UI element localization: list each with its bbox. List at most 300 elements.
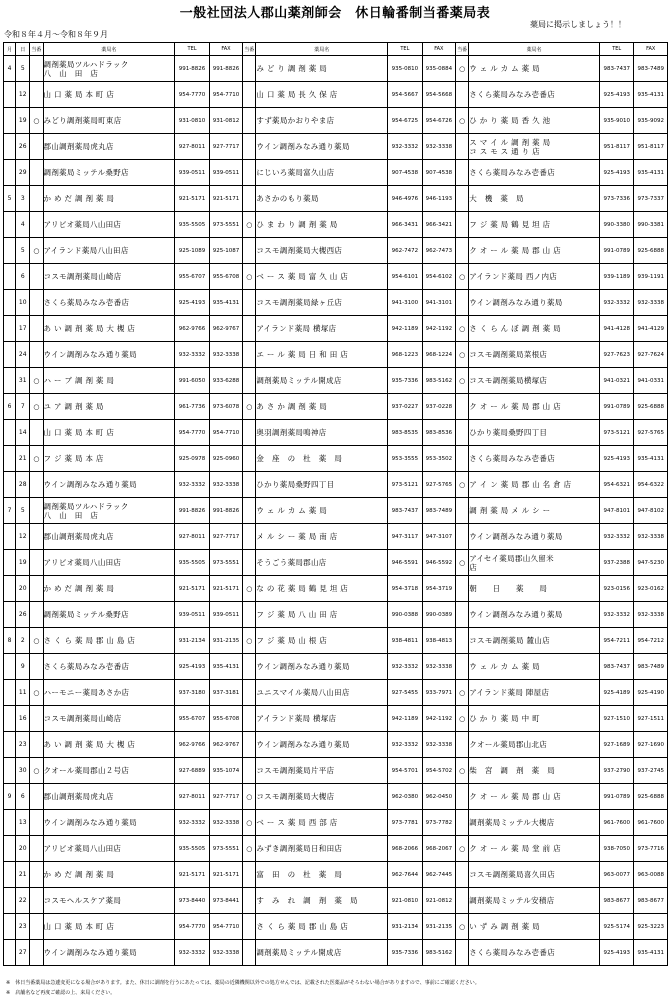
day-cell: 24 <box>16 342 30 368</box>
duty-mark-cell <box>456 394 469 420</box>
pharmacy-header: 薬局名 <box>256 43 388 56</box>
pharmacy-name-cell <box>43 368 175 394</box>
pharmacy-name-cell <box>43 680 175 706</box>
tel-cell: 961-7736 <box>175 394 209 420</box>
pharmacy-name: クオール薬局郡山２号店 <box>43 766 130 775</box>
pharmacy-name-cell <box>43 810 175 836</box>
duty-mark-cell <box>243 82 256 108</box>
table-row <box>4 446 668 472</box>
day-cell: 3 <box>16 186 30 212</box>
day-cell: 19 <box>16 550 30 576</box>
duty-mark-cell <box>456 290 469 316</box>
pharmacy-name-cell <box>43 524 175 550</box>
fax-cell: 937-0228 <box>422 394 455 420</box>
fax-cell: 954-7710 <box>209 82 242 108</box>
tel-header: TEL <box>388 43 422 56</box>
month-cell <box>4 160 16 186</box>
pharmacy-name-cell <box>256 186 388 212</box>
duty-mark-cell <box>243 472 256 498</box>
duty-mark-cell <box>456 498 469 524</box>
tel-cell: 927-8011 <box>175 784 209 810</box>
day-cell: 9 <box>16 654 30 680</box>
pharmacy-name: 柴 宮 調 剤 薬 局 <box>469 766 556 775</box>
fax-cell: 966-3421 <box>422 212 455 238</box>
duty-mark-cell <box>456 446 469 472</box>
duty-mark-cell: ○ <box>30 108 43 134</box>
duty-mark-cell <box>243 758 256 784</box>
pharmacy-name-cell <box>43 602 175 628</box>
fax-cell: 933-6288 <box>209 368 242 394</box>
fax-cell: 942-1192 <box>422 706 455 732</box>
fax-cell: 932-3338 <box>209 940 242 966</box>
tel-cell: 927-1510 <box>600 706 634 732</box>
pharmacy-name-cell <box>256 134 388 160</box>
month-cell <box>4 134 16 160</box>
tel-cell: 932-3332 <box>175 810 209 836</box>
pharmacy-name: 調剤薬局ミッテル大槻店 <box>469 818 555 827</box>
table-row <box>4 576 668 602</box>
pharmacy-name-cell <box>469 186 600 212</box>
duty-mark-cell: ○ <box>243 784 256 810</box>
fax-cell: 963-0088 <box>634 862 668 888</box>
tel-cell: 921-5171 <box>175 186 209 212</box>
month-cell <box>4 654 16 680</box>
day-cell: 13 <box>16 810 30 836</box>
duty-mark-cell <box>243 238 256 264</box>
fax-cell: 932-3338 <box>209 342 242 368</box>
fax-cell: 932-3338 <box>634 524 668 550</box>
tel-cell: 991-6050 <box>175 368 209 394</box>
fax-cell: 955-6708 <box>209 706 242 732</box>
tel-cell: 927-5455 <box>388 680 422 706</box>
fax-cell: 954-5668 <box>422 82 455 108</box>
tel-cell: 963-0077 <box>600 862 634 888</box>
pharmacy-name-cell <box>256 394 388 420</box>
pharmacy-name-cell <box>256 784 388 810</box>
tel-cell: 932-3332 <box>388 654 422 680</box>
duty-mark-cell <box>456 134 469 160</box>
tel-cell: 925-1089 <box>175 238 209 264</box>
tel-cell: 923-0156 <box>600 576 634 602</box>
fax-cell: 968-2067 <box>422 836 455 862</box>
day-cell: 22 <box>16 888 30 914</box>
fax-cell: 932-3338 <box>422 654 455 680</box>
tel-cell: 942-1189 <box>388 316 422 342</box>
fax-cell: 927-1511 <box>634 706 668 732</box>
pharmacy-name: 調剤薬局ミッテル安積店 <box>469 896 555 905</box>
pharmacy-name: あ い 調 剤 薬 局 大 槻 店 <box>43 740 136 749</box>
table-row <box>4 134 668 160</box>
pharmacy-name-cell <box>43 160 175 186</box>
pharmacy-name-cell <box>256 888 388 914</box>
day-cell: 27 <box>16 940 30 966</box>
pharmacy-name: ウ ェ ル カ ム 薬 局 <box>469 662 540 671</box>
duty-mark-cell <box>456 862 469 888</box>
pharmacy-name-cell <box>469 212 600 238</box>
duty-mark-cell <box>243 940 256 966</box>
duty-mark-cell <box>456 940 469 966</box>
table-row <box>4 550 668 576</box>
day-cell: 20 <box>16 576 30 602</box>
pharmacy-name: す み れ 調 剤 薬 局 <box>256 896 358 905</box>
pharmacy-name-cell <box>469 446 600 472</box>
day-cell: 5 <box>16 498 30 524</box>
month-cell <box>4 368 16 394</box>
pharmacy-name: ひかり薬局桑野四丁目 <box>256 480 335 489</box>
tel-cell: 973-5121 <box>600 420 634 446</box>
pharmacy-name: 山 口 薬 局 本 町 店 <box>43 922 115 931</box>
pharmacy-name-cell <box>256 290 388 316</box>
day-cell: 5 <box>16 56 30 82</box>
duty-mark-cell <box>243 654 256 680</box>
pharmacy-name-cell <box>469 238 600 264</box>
pharmacy-header: 薬局名 <box>43 43 175 56</box>
pharmacy-name: い ず み 調 剤 薬 局 <box>469 922 540 931</box>
fax-cell: 939-0511 <box>209 602 242 628</box>
pharmacy-name-cell <box>469 368 600 394</box>
tel-cell: 935-5505 <box>175 836 209 862</box>
pharmacy-name: アイランド薬局 西ノ内店 <box>469 272 558 281</box>
fax-cell: 962-7445 <box>422 862 455 888</box>
duty-mark-cell <box>456 524 469 550</box>
pharmacy-name: アイセイ薬局郡山久留米 <box>469 553 554 563</box>
table-row <box>4 602 668 628</box>
fax-cell: 923-0162 <box>634 576 668 602</box>
duty-mark-cell: ○ <box>456 758 469 784</box>
pharmacy-name-line2: 店 <box>469 562 478 572</box>
footer-note-2: ※ 店舗名など再度ご確認の上、来局ください。 <box>6 990 116 996</box>
tel-cell: 932-3332 <box>388 134 422 160</box>
duty-mark-cell <box>243 108 256 134</box>
tel-cell: 991-0789 <box>600 784 634 810</box>
fax-cell: 925-6888 <box>634 784 668 810</box>
pharmacy-name-cell <box>469 862 600 888</box>
pharmacy-name: フ ジ 薬 局 鶴 見 坦 店 <box>469 220 551 229</box>
month-cell <box>4 264 16 290</box>
duty-mark-cell <box>456 82 469 108</box>
fax-header: FAX <box>634 43 668 56</box>
tel-cell: 931-2134 <box>388 914 422 940</box>
pharmacy-name-cell <box>256 732 388 758</box>
pharmacy-name: 郡山調剤薬局虎丸店 <box>43 532 114 541</box>
pharmacy-name-cell <box>256 524 388 550</box>
tel-cell: 932-3332 <box>175 940 209 966</box>
pharmacy-name-cell <box>43 342 175 368</box>
tel-cell: 935-9010 <box>600 108 634 134</box>
pharmacy-name-cell <box>469 524 600 550</box>
tel-cell: 927-6889 <box>175 758 209 784</box>
pharmacy-name-cell <box>256 628 388 654</box>
duty-mark-cell <box>456 732 469 758</box>
table-row <box>4 914 668 940</box>
duty-mark-cell <box>30 342 43 368</box>
day-cell: 26 <box>16 602 30 628</box>
pharmacy-name: フ ジ 薬 局 八 山 田 店 <box>256 610 338 619</box>
mark-header: 当番 <box>30 43 43 56</box>
tel-cell: 991-0789 <box>600 394 634 420</box>
day-cell: 23 <box>16 914 30 940</box>
tel-cell: 925-4193 <box>600 82 634 108</box>
tel-cell: 973-5121 <box>388 472 422 498</box>
fax-cell: 927-7624 <box>634 342 668 368</box>
pharmacy-name-line2: 八 山 田 店 <box>43 68 99 78</box>
duty-mark-cell <box>456 420 469 446</box>
tel-cell: 973-7781 <box>388 810 422 836</box>
fax-cell: 941-0331 <box>634 368 668 394</box>
table-row <box>4 836 668 862</box>
month-cell <box>4 576 16 602</box>
duty-mark-cell <box>456 576 469 602</box>
day-cell: 30 <box>16 758 30 784</box>
fax-cell: 983-7489 <box>634 56 668 82</box>
tel-cell: 954-7770 <box>175 914 209 940</box>
duty-mark-cell: ○ <box>456 836 469 862</box>
duty-mark-cell: ○ <box>243 836 256 862</box>
tel-cell: 941-4128 <box>600 316 634 342</box>
tel-cell: 927-1689 <box>600 732 634 758</box>
duty-mark-cell <box>30 56 43 82</box>
pharmacy-name: か め だ 調 剤 薬 局 <box>43 870 115 879</box>
day-header: 日 <box>16 43 30 56</box>
fax-cell: 941-4129 <box>634 316 668 342</box>
tel-cell: 991-8826 <box>175 498 209 524</box>
pharmacy-name-cell <box>469 680 600 706</box>
tel-cell: 937-3180 <box>175 680 209 706</box>
fax-cell: 983-5162 <box>422 368 455 394</box>
tel-cell: 935-7336 <box>388 940 422 966</box>
fax-cell: 954-7710 <box>209 420 242 446</box>
day-cell: 11 <box>16 680 30 706</box>
pharmacy-name: ウイン調剤みなみ通り薬局 <box>469 532 563 541</box>
month-cell <box>4 212 16 238</box>
table-row <box>4 628 668 654</box>
tel-cell: 921-0810 <box>388 888 422 914</box>
pharmacy-name: ハ ー ブ 調 剤 薬 局 <box>43 376 115 385</box>
pharmacy-name: ウ ェ ル カ ム 薬 局 <box>469 64 540 73</box>
pharmacy-name-cell <box>469 550 600 576</box>
pharmacy-name-cell <box>43 628 175 654</box>
fax-cell: 954-6726 <box>422 108 455 134</box>
fax-cell: 935-1074 <box>209 758 242 784</box>
duty-mark-cell <box>456 602 469 628</box>
tel-cell: 937-2388 <box>600 550 634 576</box>
page-title: 一般社団法人郡山薬剤師会 休日輪番制当番薬局表 <box>179 6 491 21</box>
month-cell <box>4 836 16 862</box>
pharmacy-name-cell <box>256 576 388 602</box>
fax-cell: 951-8117 <box>634 134 668 160</box>
pharmacy-name-cell <box>469 888 600 914</box>
duty-mark-cell <box>243 342 256 368</box>
pharmacy-name: コスモ調剤薬局大槻店 <box>256 792 335 801</box>
pharmacy-name: ユ ア 調 剤 薬 局 <box>43 402 104 411</box>
fax-cell: 925-6888 <box>634 238 668 264</box>
month-cell <box>4 316 16 342</box>
pharmacy-name: さくら薬局みなみ壱番店 <box>469 168 556 177</box>
table-row <box>4 420 668 446</box>
pharmacy-name-cell <box>256 160 388 186</box>
tel-cell: 941-3100 <box>388 290 422 316</box>
pharmacy-name: コスモ調剤薬局横塚店 <box>469 376 548 385</box>
duty-mark-cell <box>456 888 469 914</box>
pharmacy-name-cell <box>469 940 600 966</box>
duty-mark-cell <box>243 186 256 212</box>
pharmacy-name: 調剤薬局ツルハドラック <box>43 59 129 69</box>
tel-cell: 939-1189 <box>600 264 634 290</box>
fax-cell: 941-3101 <box>422 290 455 316</box>
pharmacy-name-cell <box>256 472 388 498</box>
pharmacy-name-cell <box>469 758 600 784</box>
duty-mark-cell <box>243 368 256 394</box>
fax-cell: 973-7337 <box>634 186 668 212</box>
month-cell <box>4 680 16 706</box>
month-cell: 7 <box>4 498 16 524</box>
table-row <box>4 758 668 784</box>
pharmacy-name: ひかり薬局桑野四丁目 <box>469 428 548 437</box>
pharmacy-name-cell <box>469 602 600 628</box>
pharmacy-name: 富 田 の 杜 薬 局 <box>256 870 343 879</box>
pharmacy-name: にじいろ薬局富久山店 <box>256 168 335 177</box>
pharmacy-name: み ど り 調 剤 薬 局 <box>256 64 328 73</box>
pharmacy-name: アイランド薬局 横塚店 <box>256 714 337 723</box>
day-cell: 10 <box>16 290 30 316</box>
mark-header: 当番 <box>456 43 469 56</box>
duty-mark-cell <box>30 290 43 316</box>
pharmacy-name: さくら薬局みなみ壱番店 <box>469 454 556 463</box>
pharmacy-name-cell <box>469 472 600 498</box>
fax-cell: 927-5765 <box>634 420 668 446</box>
pharmacy-name-cell <box>43 836 175 862</box>
month-cell <box>4 290 16 316</box>
month-cell <box>4 420 16 446</box>
fax-cell: 931-0812 <box>209 108 242 134</box>
fax-cell: 935-4131 <box>634 82 668 108</box>
pharmacy-name: コスモ調剤薬局大槻西店 <box>256 246 343 255</box>
fax-cell: 931-2135 <box>209 628 242 654</box>
pharmacy-name-cell <box>256 56 388 82</box>
pharmacy-name: ひ ま わ り 調 剤 薬 局 <box>256 220 338 229</box>
tel-cell: 925-4193 <box>600 940 634 966</box>
pharmacy-name: 山 口 薬 局 本 町 店 <box>43 428 115 437</box>
pharmacy-name: ひ か り 薬 局 香 久 池 <box>469 116 551 125</box>
tel-cell: 925-4189 <box>600 680 634 706</box>
pharmacy-name: ウイン調剤みなみ通り薬局 <box>256 142 350 151</box>
pharmacy-name: あ い 調 剤 薬 局 大 槻 店 <box>43 324 136 333</box>
fax-cell: 973-8441 <box>209 888 242 914</box>
fax-cell: 973-7716 <box>634 836 668 862</box>
duty-mark-cell <box>30 784 43 810</box>
tel-cell: 955-6707 <box>175 264 209 290</box>
table-row <box>4 940 668 966</box>
pharmacy-name-cell <box>469 654 600 680</box>
fax-cell: 937-3181 <box>209 680 242 706</box>
tel-cell: 962-9766 <box>175 732 209 758</box>
pharmacy-name: さくら薬局みなみ壱番店 <box>43 662 130 671</box>
pharmacy-name-cell <box>43 56 175 82</box>
pharmacy-name-cell <box>256 602 388 628</box>
tel-cell: 947-8101 <box>600 498 634 524</box>
pharmacy-name-cell <box>469 732 600 758</box>
pharmacy-name: メ ル シ ー 薬 局 南 店 <box>256 532 338 541</box>
pharmacy-name-cell <box>469 628 600 654</box>
tel-cell: 954-5667 <box>388 82 422 108</box>
pharmacy-name: ウイン調剤みなみ通り薬局 <box>469 298 563 307</box>
fax-cell: 991-8826 <box>209 498 242 524</box>
header-row <box>4 43 668 56</box>
pharmacy-name-cell <box>469 810 600 836</box>
pharmacy-name-cell <box>43 82 175 108</box>
fax-cell: 935-4131 <box>209 654 242 680</box>
tel-cell: 932-3332 <box>600 602 634 628</box>
pharmacy-name: ウイン調剤みなみ通り薬局 <box>43 350 137 359</box>
fax-cell: 954-6102 <box>422 264 455 290</box>
month-cell <box>4 524 16 550</box>
fax-cell: 962-0450 <box>422 784 455 810</box>
pharmacy-name-cell <box>256 368 388 394</box>
fax-cell: 953-3502 <box>422 446 455 472</box>
month-cell: 4 <box>4 56 16 82</box>
duty-mark-cell <box>243 914 256 940</box>
duty-mark-cell: ○ <box>243 264 256 290</box>
pharmacy-name: な の 花 薬 局 鶴 見 坦 店 <box>256 584 349 593</box>
duty-mark-cell: ○ <box>456 316 469 342</box>
duty-mark-cell <box>243 134 256 160</box>
pharmacy-name-cell <box>469 264 600 290</box>
duty-mark-cell <box>30 836 43 862</box>
tel-cell: 921-5171 <box>175 576 209 602</box>
table-row <box>4 732 668 758</box>
table-row <box>4 524 668 550</box>
pharmacy-name-cell <box>43 654 175 680</box>
day-cell: 16 <box>16 706 30 732</box>
duty-mark-cell: ○ <box>30 628 43 654</box>
duty-mark-cell <box>243 160 256 186</box>
pharmacy-name-cell <box>43 238 175 264</box>
tel-cell: 955-6707 <box>175 706 209 732</box>
tel-cell: 927-8011 <box>175 134 209 160</box>
tel-cell: 962-0380 <box>388 784 422 810</box>
duty-mark-cell <box>30 914 43 940</box>
duty-mark-cell: ○ <box>30 680 43 706</box>
pharmacy-name-cell <box>43 706 175 732</box>
pharmacy-name: コスモ調剤薬局緑ヶ丘店 <box>256 298 343 307</box>
day-cell: 6 <box>16 264 30 290</box>
pharmacy-name: ユニスマイル薬局八山田店 <box>256 688 350 697</box>
pharmacy-name: か め だ 調 剤 薬 局 <box>43 584 115 593</box>
month-cell <box>4 914 16 940</box>
day-cell: 2 <box>16 628 30 654</box>
pharmacy-name: さ く ら ん ぼ 調 剤 薬 局 <box>469 324 561 333</box>
duty-mark-cell: ○ <box>30 446 43 472</box>
day-cell: 21 <box>16 862 30 888</box>
pharmacy-name: 調 剤 薬 局 メ ル シ ー <box>469 506 551 515</box>
month-cell <box>4 472 16 498</box>
pharmacy-name: 調剤薬局ミッテル開成店 <box>256 948 342 957</box>
pharmacy-name: ウイン調剤みなみ通り薬局 <box>256 662 350 671</box>
duty-mark-cell <box>456 810 469 836</box>
tel-cell: 942-1189 <box>388 706 422 732</box>
pharmacy-name-cell <box>469 498 600 524</box>
duty-mark-cell <box>243 862 256 888</box>
tel-cell: 925-4193 <box>175 290 209 316</box>
day-cell: 20 <box>16 836 30 862</box>
duty-mark-cell: ○ <box>456 56 469 82</box>
duty-mark-cell: ○ <box>456 342 469 368</box>
duty-mark-cell <box>456 654 469 680</box>
fax-header: FAX <box>422 43 455 56</box>
pharmacy-name-cell <box>256 550 388 576</box>
pharmacy-name: クオール薬局郡山北店 <box>469 740 548 749</box>
month-cell <box>4 550 16 576</box>
